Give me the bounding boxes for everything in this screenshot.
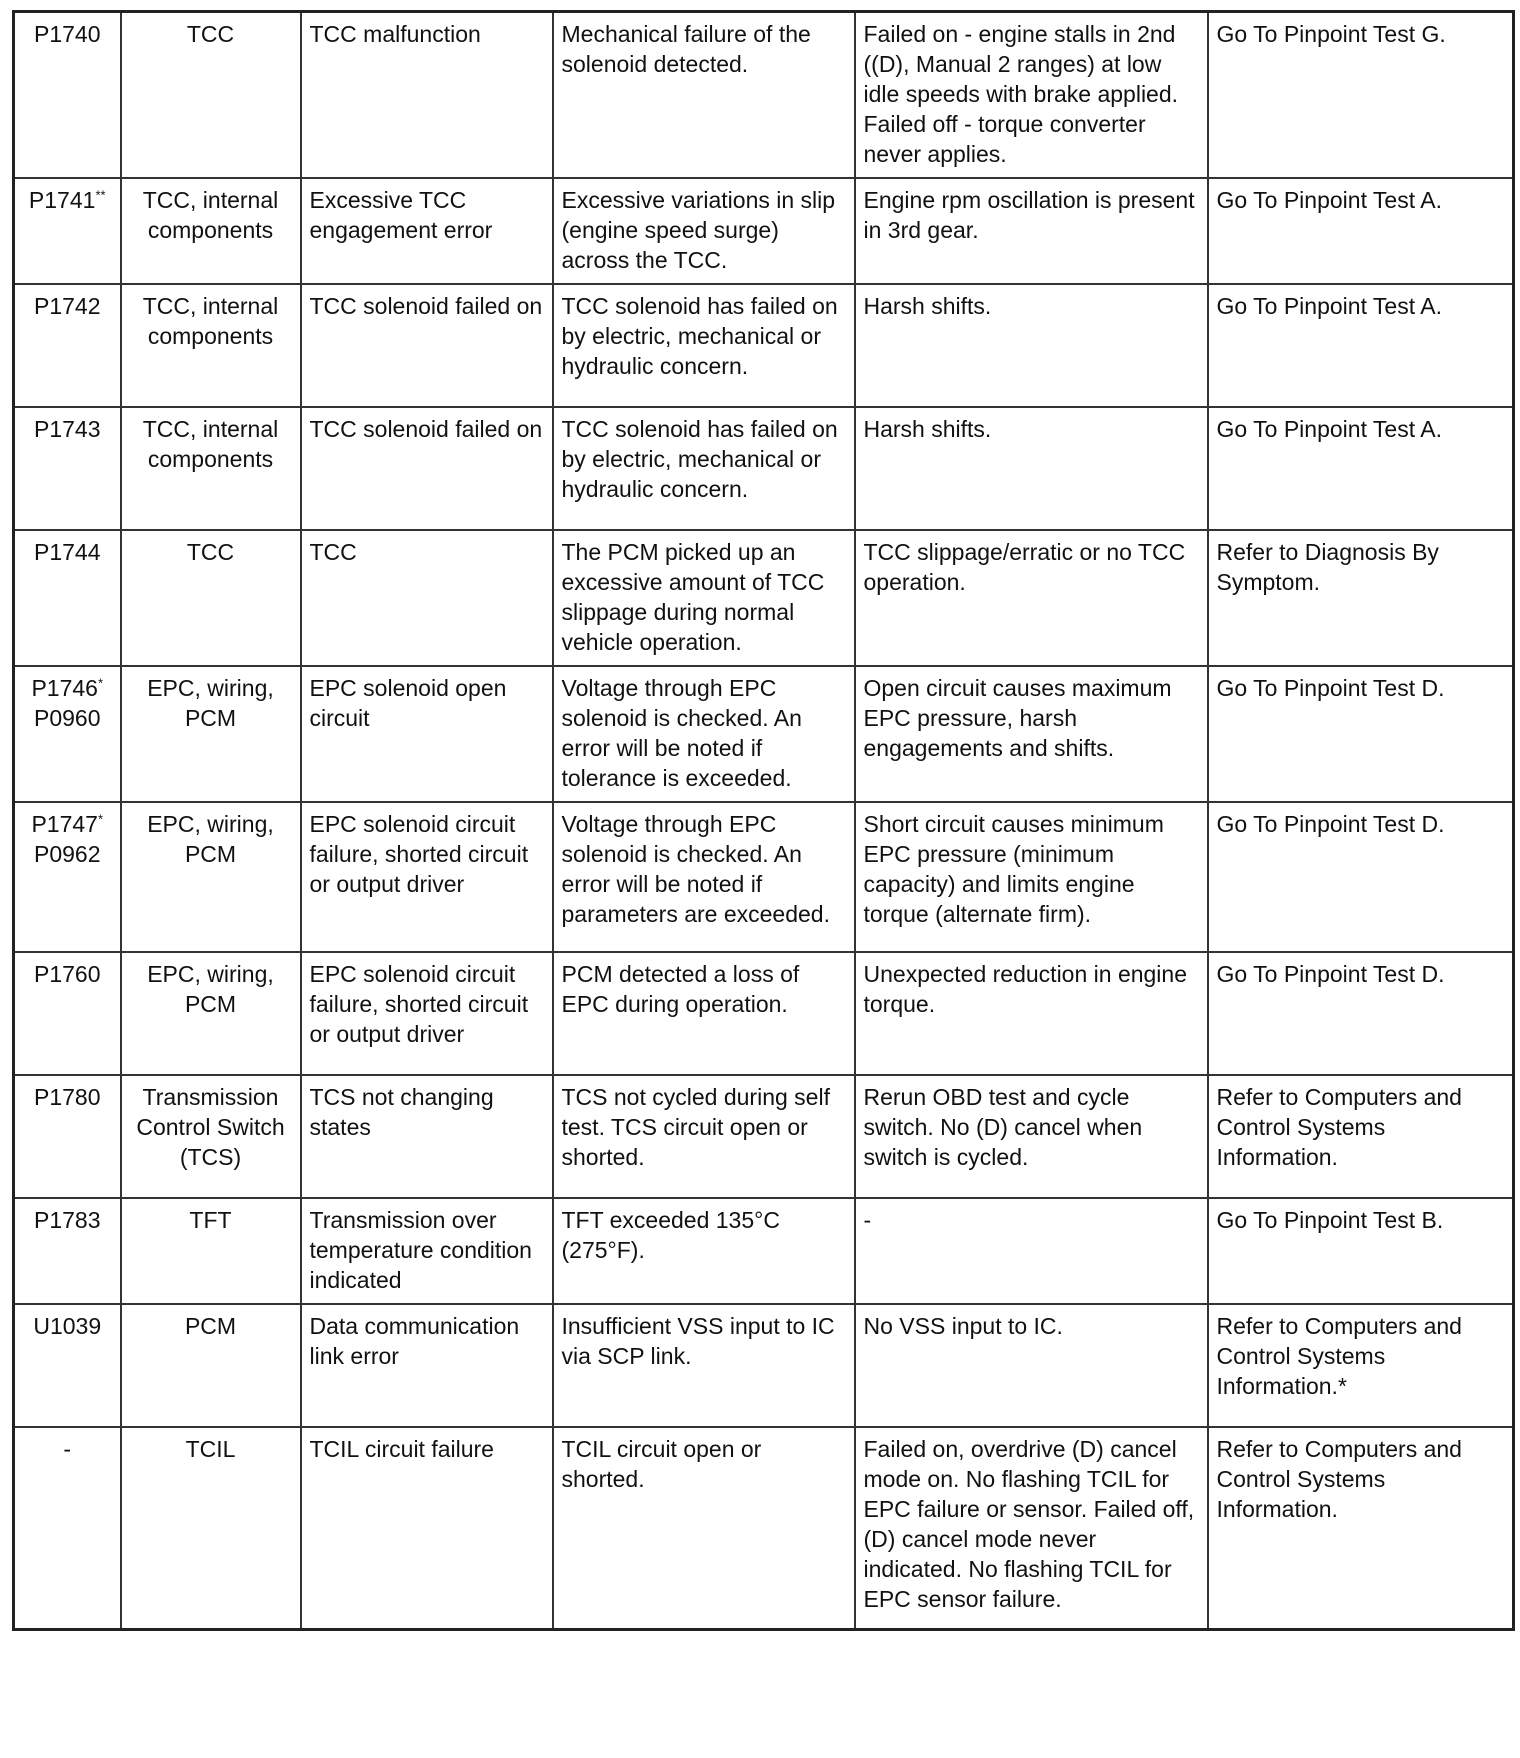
dtc-code-cell bbox=[14, 1304, 121, 1427]
action-cell: Go To Pinpoint Test A. bbox=[1208, 284, 1514, 407]
description-cell: Data communication link error bbox=[301, 1304, 553, 1427]
dtc-code-line bbox=[23, 185, 112, 215]
dtc-code-line bbox=[23, 537, 112, 567]
description-cell: EPC solenoid circuit failure, shorted circuit or output driver bbox=[301, 802, 553, 952]
dtc-code-cell bbox=[14, 802, 121, 952]
table-row bbox=[14, 952, 1514, 1075]
component-cell: TCC bbox=[121, 12, 301, 179]
description-cell: EPC solenoid open circuit bbox=[301, 666, 553, 802]
dtc-table-body bbox=[14, 12, 1514, 1630]
dtc-code: U1039 bbox=[33, 1313, 102, 1339]
description-cell: TCC malfunction bbox=[301, 12, 553, 179]
symptom-cell: TCC slippage/erratic or no TCC operation. bbox=[855, 530, 1208, 666]
dtc-table bbox=[12, 10, 1515, 1631]
symptom-cell: Harsh shifts. bbox=[855, 284, 1208, 407]
table-row bbox=[14, 407, 1514, 530]
dtc-code: P1744 bbox=[33, 539, 101, 565]
symptom-cell: - bbox=[855, 1198, 1208, 1304]
symptom-cell: Rerun OBD test and cycle switch. No (D) cancel when switch is cycled. bbox=[855, 1075, 1208, 1198]
dtc-code: P1740 bbox=[33, 21, 101, 47]
symptom-cell: Failed on - engine stalls in 2nd ((D), Manual 2 ranges) at low idle speeds with brake applied. Failed off - torque converter never applies. bbox=[855, 12, 1208, 179]
footnote-mark: * bbox=[97, 675, 104, 691]
description-cell: Transmission over temperature condition indicated bbox=[301, 1198, 553, 1304]
action-cell: Refer to Computers and Control Systems Information. bbox=[1208, 1427, 1514, 1629]
dtc-code: P1780 bbox=[33, 1084, 101, 1110]
dtc-code-line bbox=[23, 19, 112, 49]
component-cell: Transmission Control Switch (TCS) bbox=[121, 1075, 301, 1198]
table-row bbox=[14, 284, 1514, 407]
description-cell: TCIL circuit failure bbox=[301, 1427, 553, 1629]
symptom-cell: Open circuit causes maximum EPC pressure, harsh engagements and shifts. bbox=[855, 666, 1208, 802]
condition-cell: Excessive variations in slip (engine speed surge) across the TCC. bbox=[553, 178, 855, 284]
dtc-code-cell bbox=[14, 178, 121, 284]
table-row bbox=[14, 530, 1514, 666]
footnote-mark: * bbox=[97, 811, 104, 827]
component-cell: TCIL bbox=[121, 1427, 301, 1629]
condition-cell: Mechanical failure of the solenoid detected. bbox=[553, 12, 855, 179]
condition-cell: TCC solenoid has failed on by electric, mechanical or hydraulic concern. bbox=[553, 407, 855, 530]
symptom-cell: Failed on, overdrive (D) cancel mode on. No flashing TCIL for EPC failure or sensor. Failed off, (D) cancel mode never indicated. No flashing TCIL for EPC sensor failure. bbox=[855, 1427, 1208, 1629]
table-row bbox=[14, 1075, 1514, 1198]
dtc-code-line bbox=[23, 1082, 112, 1112]
dtc-code-line bbox=[23, 1311, 112, 1341]
dtc-code-line bbox=[23, 414, 112, 444]
action-cell: Go To Pinpoint Test D. bbox=[1208, 952, 1514, 1075]
condition-cell: TCIL circuit open or shorted. bbox=[553, 1427, 855, 1629]
dtc-code-line bbox=[23, 703, 112, 733]
symptom-cell: Harsh shifts. bbox=[855, 407, 1208, 530]
dtc-code-cell bbox=[14, 530, 121, 666]
component-cell: TCC, internal components bbox=[121, 178, 301, 284]
dtc-code: P0960 bbox=[33, 705, 101, 731]
dtc-code: P1783 bbox=[33, 1207, 101, 1233]
dtc-code-cell bbox=[14, 284, 121, 407]
condition-cell: PCM detected a loss of EPC during operation. bbox=[553, 952, 855, 1075]
table-row bbox=[14, 1304, 1514, 1427]
component-cell: EPC, wiring, PCM bbox=[121, 952, 301, 1075]
condition-cell: Voltage through EPC solenoid is checked. An error will be noted if parameters are exceeded. bbox=[553, 802, 855, 952]
component-cell: TCC bbox=[121, 530, 301, 666]
dtc-code-line bbox=[23, 673, 112, 703]
description-cell: TCC solenoid failed on bbox=[301, 407, 553, 530]
dtc-code: P1760 bbox=[33, 961, 101, 987]
condition-cell: The PCM picked up an excessive amount of TCC slippage during normal vehicle operation. bbox=[553, 530, 855, 666]
dtc-code: - bbox=[63, 1436, 72, 1462]
action-cell: Refer to Computers and Control Systems Information.* bbox=[1208, 1304, 1514, 1427]
table-row bbox=[14, 1427, 1514, 1629]
description-cell: TCC bbox=[301, 530, 553, 666]
dtc-code: P1743 bbox=[33, 416, 101, 442]
dtc-code: P1747 bbox=[31, 811, 98, 837]
symptom-cell: Engine rpm oscillation is present in 3rd gear. bbox=[855, 178, 1208, 284]
component-cell: TCC, internal components bbox=[121, 407, 301, 530]
dtc-code-cell bbox=[14, 12, 121, 179]
component-cell: EPC, wiring, PCM bbox=[121, 666, 301, 802]
symptom-cell: Short circuit causes minimum EPC pressure (minimum capacity) and limits engine torque (alternate firm). bbox=[855, 802, 1208, 952]
action-cell: Go To Pinpoint Test A. bbox=[1208, 178, 1514, 284]
table-row bbox=[14, 12, 1514, 179]
condition-cell: TCC solenoid has failed on by electric, mechanical or hydraulic concern. bbox=[553, 284, 855, 407]
description-cell: TCC solenoid failed on bbox=[301, 284, 553, 407]
action-cell: Refer to Diagnosis By Symptom. bbox=[1208, 530, 1514, 666]
condition-cell: Insufficient VSS input to IC via SCP link. bbox=[553, 1304, 855, 1427]
dtc-code-line bbox=[23, 959, 112, 989]
condition-cell: Voltage through EPC solenoid is checked. An error will be noted if tolerance is exceeded. bbox=[553, 666, 855, 802]
dtc-code-line bbox=[23, 809, 112, 839]
dtc-code-line bbox=[23, 1205, 112, 1235]
component-cell: TFT bbox=[121, 1198, 301, 1304]
action-cell: Go To Pinpoint Test D. bbox=[1208, 802, 1514, 952]
action-cell: Go To Pinpoint Test A. bbox=[1208, 407, 1514, 530]
symptom-cell: Unexpected reduction in engine torque. bbox=[855, 952, 1208, 1075]
dtc-code: P1742 bbox=[33, 293, 101, 319]
dtc-code: P1746 bbox=[31, 675, 98, 701]
description-cell: TCS not changing states bbox=[301, 1075, 553, 1198]
action-cell: Go To Pinpoint Test B. bbox=[1208, 1198, 1514, 1304]
description-cell: EPC solenoid circuit failure, shorted circuit or output driver bbox=[301, 952, 553, 1075]
condition-cell: TFT exceeded 135°C (275°F). bbox=[553, 1198, 855, 1304]
symptom-cell: No VSS input to IC. bbox=[855, 1304, 1208, 1427]
dtc-code-line bbox=[23, 291, 112, 321]
action-cell: Go To Pinpoint Test G. bbox=[1208, 12, 1514, 179]
dtc-code: P0962 bbox=[33, 841, 101, 867]
action-cell: Refer to Computers and Control Systems Information. bbox=[1208, 1075, 1514, 1198]
dtc-code-cell bbox=[14, 666, 121, 802]
component-cell: TCC, internal components bbox=[121, 284, 301, 407]
footnote-mark: ** bbox=[95, 187, 106, 203]
table-row bbox=[14, 178, 1514, 284]
action-cell: Go To Pinpoint Test D. bbox=[1208, 666, 1514, 802]
table-row bbox=[14, 802, 1514, 952]
condition-cell: TCS not cycled during self test. TCS circuit open or shorted. bbox=[553, 1075, 855, 1198]
dtc-code: P1741 bbox=[28, 187, 96, 213]
component-cell: PCM bbox=[121, 1304, 301, 1427]
component-cell: EPC, wiring, PCM bbox=[121, 802, 301, 952]
dtc-code-cell bbox=[14, 1427, 121, 1629]
dtc-code-line bbox=[23, 839, 112, 869]
dtc-code-line bbox=[23, 1434, 112, 1464]
description-cell: Excessive TCC engagement error bbox=[301, 178, 553, 284]
table-row bbox=[14, 1198, 1514, 1304]
dtc-table-page bbox=[12, 10, 1512, 1631]
dtc-code-cell bbox=[14, 952, 121, 1075]
dtc-code-cell bbox=[14, 1198, 121, 1304]
dtc-code-cell bbox=[14, 1075, 121, 1198]
table-row bbox=[14, 666, 1514, 802]
dtc-code-cell bbox=[14, 407, 121, 530]
